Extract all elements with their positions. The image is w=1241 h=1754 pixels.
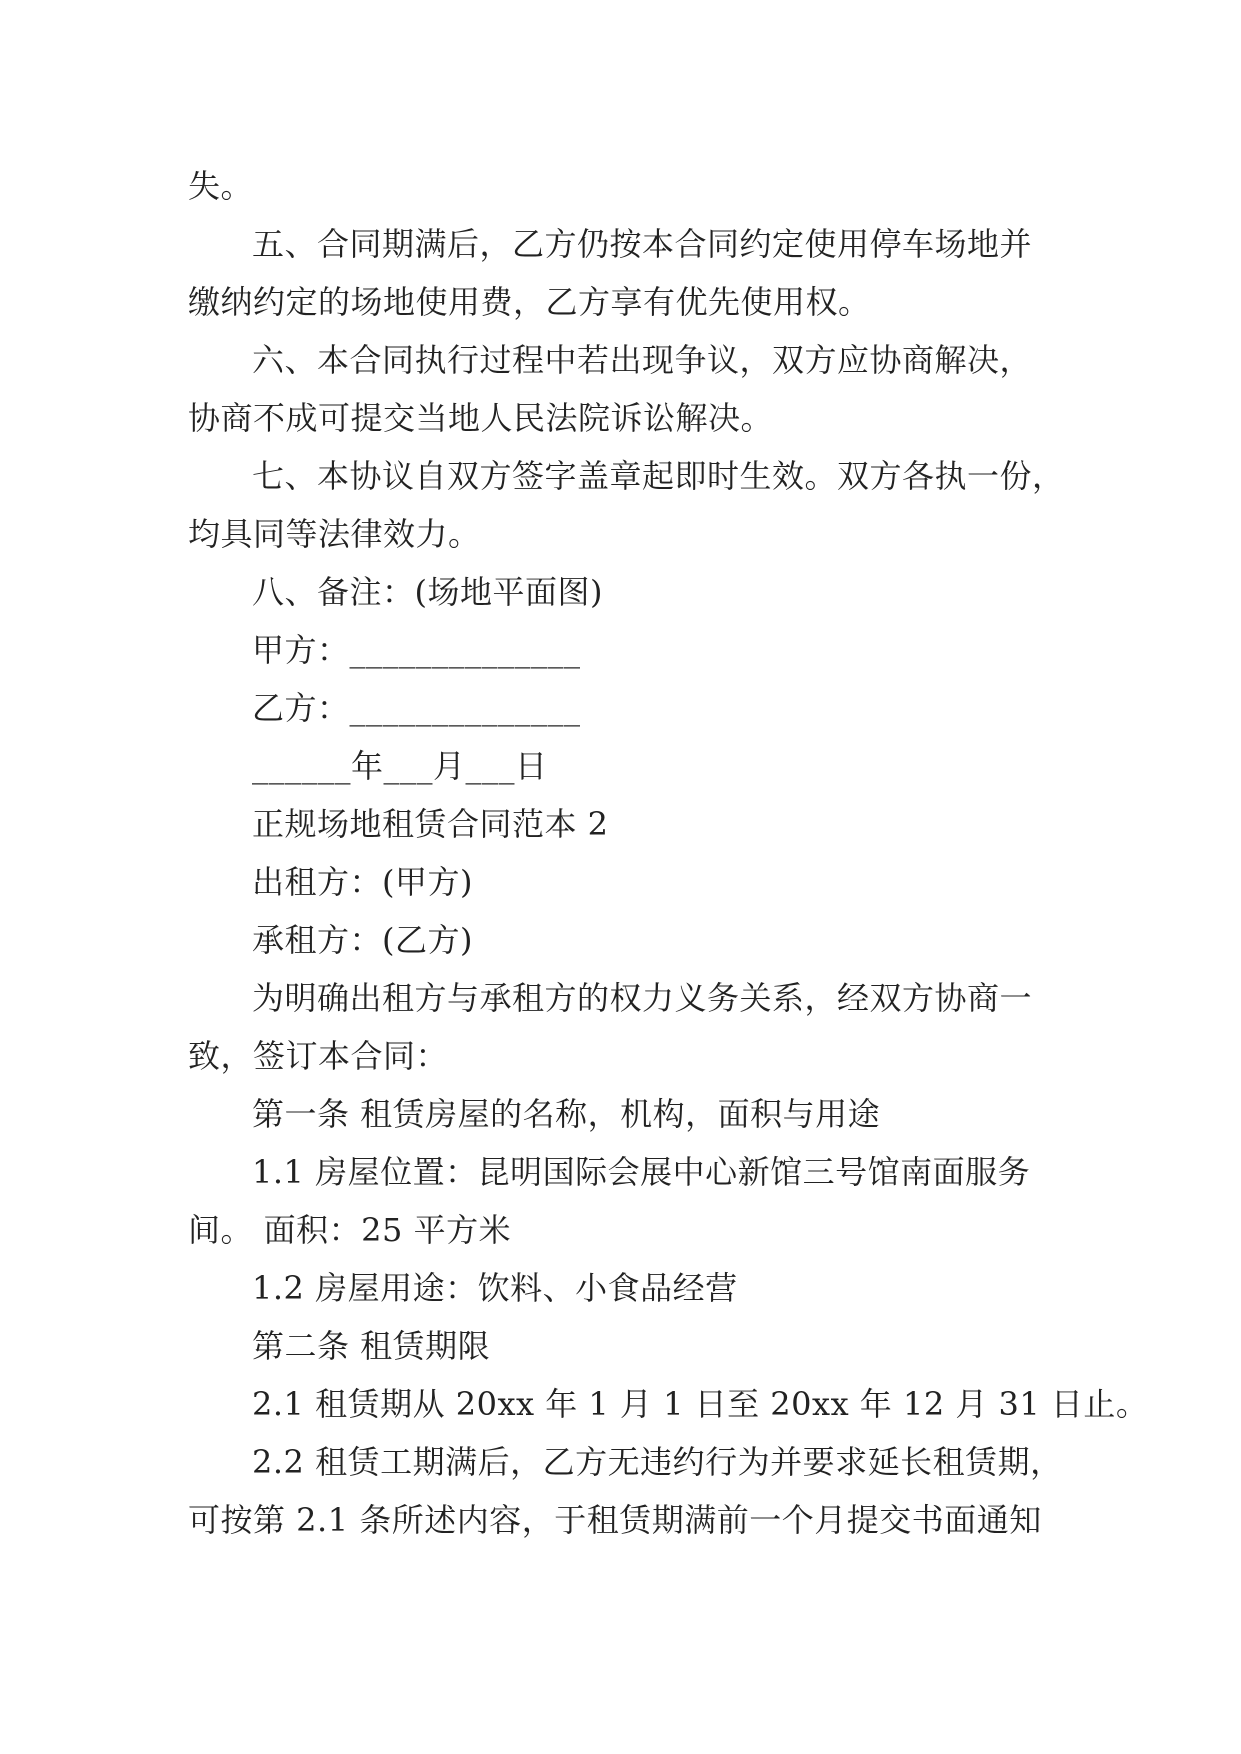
clause-6-line-1: 六、本合同执行过程中若出现争议，双方应协商解决， <box>252 341 1033 379</box>
preamble-line-2: 致，签订本合同： <box>188 1037 449 1075</box>
item-2-2-line-1: 2.2 租赁工期满后，乙方无违约行为并要求延长租赁期， <box>252 1443 1063 1481</box>
text-line: 失。 <box>188 167 254 205</box>
lessor-line: 出租方：(甲方) <box>252 863 473 901</box>
clause-8-remarks: 八、备注：(场地平面图) <box>252 573 603 611</box>
item-2-1: 2.1 租赁期从 20xx 年 1 月 1 日至 20xx 年 12 月 31 日止。 <box>252 1385 1149 1423</box>
item-1-1-line-2: 间。 面积：25 平方米 <box>188 1211 512 1249</box>
lessee-line: 承租方：(乙方) <box>252 921 473 959</box>
article-1-heading: 第一条 租赁房屋的名称，机构，面积与用途 <box>252 1095 881 1133</box>
item-2-2-line-2: 可按第 2.1 条所述内容，于租赁期满前一个月提交书面通知 <box>188 1501 1042 1539</box>
article-2-heading: 第二条 租赁期限 <box>252 1327 491 1365</box>
party-b-signature: 乙方：______________ <box>252 689 581 727</box>
item-1-1-line-1: 1.1 房屋位置：昆明国际会展中心新馆三号馆南面服务 <box>252 1153 1031 1191</box>
section-title: 正规场地租赁合同范本 2 <box>252 805 609 843</box>
clause-5-line-1: 五、合同期满后，乙方仍按本合同约定使用停车场地并 <box>252 225 1033 263</box>
date-line: ______年___月___日 <box>252 747 548 785</box>
clause-6-line-2: 协商不成可提交当地人民法院诉讼解决。 <box>188 399 774 437</box>
clause-7-line-1: 七、本协议自双方签字盖章起即时生效。双方各执一份， <box>252 457 1065 495</box>
clause-7-line-2: 均具同等法律效力。 <box>188 515 481 553</box>
item-1-2: 1.2 房屋用途：饮料、小食品经营 <box>252 1269 738 1307</box>
preamble-line-1: 为明确出租方与承租方的权力义务关系，经双方协商一 <box>252 979 1033 1017</box>
party-a-signature: 甲方：______________ <box>252 631 581 669</box>
clause-5-line-2: 缴纳约定的场地使用费，乙方享有优先使用权。 <box>188 283 871 321</box>
